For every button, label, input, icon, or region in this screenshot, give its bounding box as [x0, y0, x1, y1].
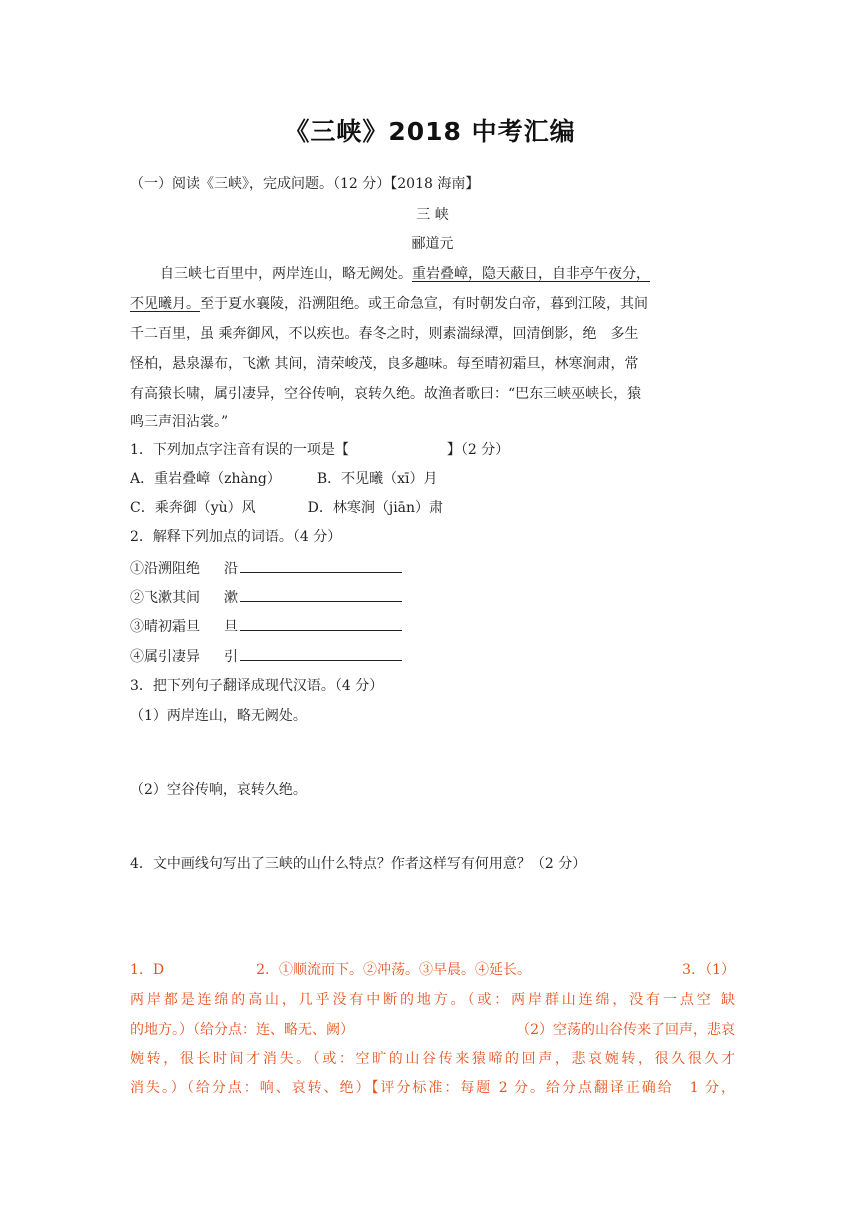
- answer-line-1: [130, 960, 735, 980]
- question-2-item-3: [130, 616, 735, 637]
- question-2-item-4: [130, 646, 735, 667]
- answer-line-4: 婉转，很长时间才消失。（或：空旷的山谷传来猿啼的回声，悲哀婉转，很久很久才: [130, 1051, 735, 1067]
- page-title: 《三峡》2018 中考汇编: [284, 117, 576, 146]
- passage-line-4: 怪柏，悬泉瀑布，飞漱 其间，清荣峻茂，良多趣味。每至晴初霜旦，林寒涧肃，常: [130, 356, 639, 372]
- answer-3-part-2: （2）空荡的山谷传来了回声，悲哀: [516, 1022, 735, 1038]
- passage-line-5: 有高猿长啸，属引凄异，空谷传响，哀转久绝。故渔者歌曰：“巴东三峡巫峡长，猿: [130, 386, 642, 402]
- question-2-item-1: [130, 558, 735, 579]
- option-b: B．不见曦（xī）月: [316, 471, 438, 487]
- question-3-sentence-2: （2）空谷传响，哀转久绝。: [130, 782, 307, 798]
- question-2-prompt: 2．解释下列加点的词语。（4 分）: [130, 529, 342, 545]
- passage-line-2: [130, 294, 735, 314]
- item-phrase: ①沿溯阻绝: [130, 561, 200, 577]
- question-3-sentence-1: （1）两岸连山，略无阙处。: [130, 708, 307, 724]
- item-phrase: ③晴初霜旦: [130, 619, 200, 635]
- question-1-prompt: 1．下列加点字注音有误的一项是【 】（2 分）: [130, 442, 510, 458]
- item-word: 旦: [224, 619, 238, 635]
- option-c: C．乘奔御（yù）风: [130, 500, 256, 516]
- question-3-prompt: 3．把下列句子翻译成现代汉语。（4 分）: [130, 678, 384, 694]
- answer-line-3: [130, 1020, 735, 1040]
- answer-blank[interactable]: [240, 646, 402, 661]
- underlined-sentence-end: 不见曦月。: [130, 296, 200, 312]
- question-4-prompt: 4．文中画线句写出了三峡的山什么特点？作者这样写有何用意？（2 分）: [130, 856, 587, 872]
- answer-line-5: 消失。）（给分点：响、哀转、绝）【评分标准：每题 2 分。给分点翻译正确给 1 分，: [130, 1080, 735, 1096]
- question-1-options-row-2: [130, 498, 735, 518]
- item-word: 沿: [224, 561, 238, 577]
- option-a: A．重岩叠嶂（zhàng）: [130, 471, 281, 487]
- question-2-item-2: [130, 587, 735, 608]
- answer-1: 1．D: [130, 962, 165, 978]
- item-word: 引: [224, 649, 238, 665]
- option-d: D．林寒涧（jiān）肃: [307, 500, 444, 516]
- item-phrase: ④属引凄异: [130, 649, 200, 665]
- answer-blank[interactable]: [240, 587, 402, 602]
- passage-text: 至于夏水襄陵，沿溯阻绝。或王命急宣，有时朝发白帝，暮到江陵，其间: [200, 296, 648, 312]
- section-intro: （一）阅读《三峡》，完成问题。（12 分）【2018 海南】: [130, 176, 480, 192]
- passage-line-1: [160, 264, 735, 284]
- passage-line-6: 鸣三声泪沾裳。”: [130, 414, 229, 430]
- answer-blank[interactable]: [240, 558, 402, 573]
- passage-title: 三 峡: [416, 207, 449, 223]
- question-1-options-row-1: [130, 469, 735, 489]
- answer-3-start: 3．（1）: [682, 962, 735, 978]
- answer-line-2: 两岸都是连绵的高山，几乎没有中断的地方。（或：两岸群山连绵，没有一点空 缺: [130, 992, 735, 1008]
- passage-line-3: 千二百里，虽 乘奔御风，不以疾也。春冬之时，则素湍绿潭，回清倒影，绝 多生: [130, 326, 639, 342]
- item-phrase: ②飞漱其间: [130, 590, 200, 606]
- item-word: 漱: [224, 590, 238, 606]
- underlined-sentence: 重岩叠嶂，隐天蔽日，自非亭午夜分，: [412, 266, 650, 282]
- answer-blank[interactable]: [240, 616, 402, 631]
- passage-author: 郦道元: [411, 236, 454, 252]
- passage-text: 自三峡七百里中，两岸连山，略无阙处。: [160, 266, 412, 282]
- answer-3-part-1-end: 的地方。）（给分点：连、略无、阙）: [130, 1022, 354, 1038]
- answer-2: 2．①顺流而下。②冲荡。③早晨。④延长。: [256, 962, 532, 978]
